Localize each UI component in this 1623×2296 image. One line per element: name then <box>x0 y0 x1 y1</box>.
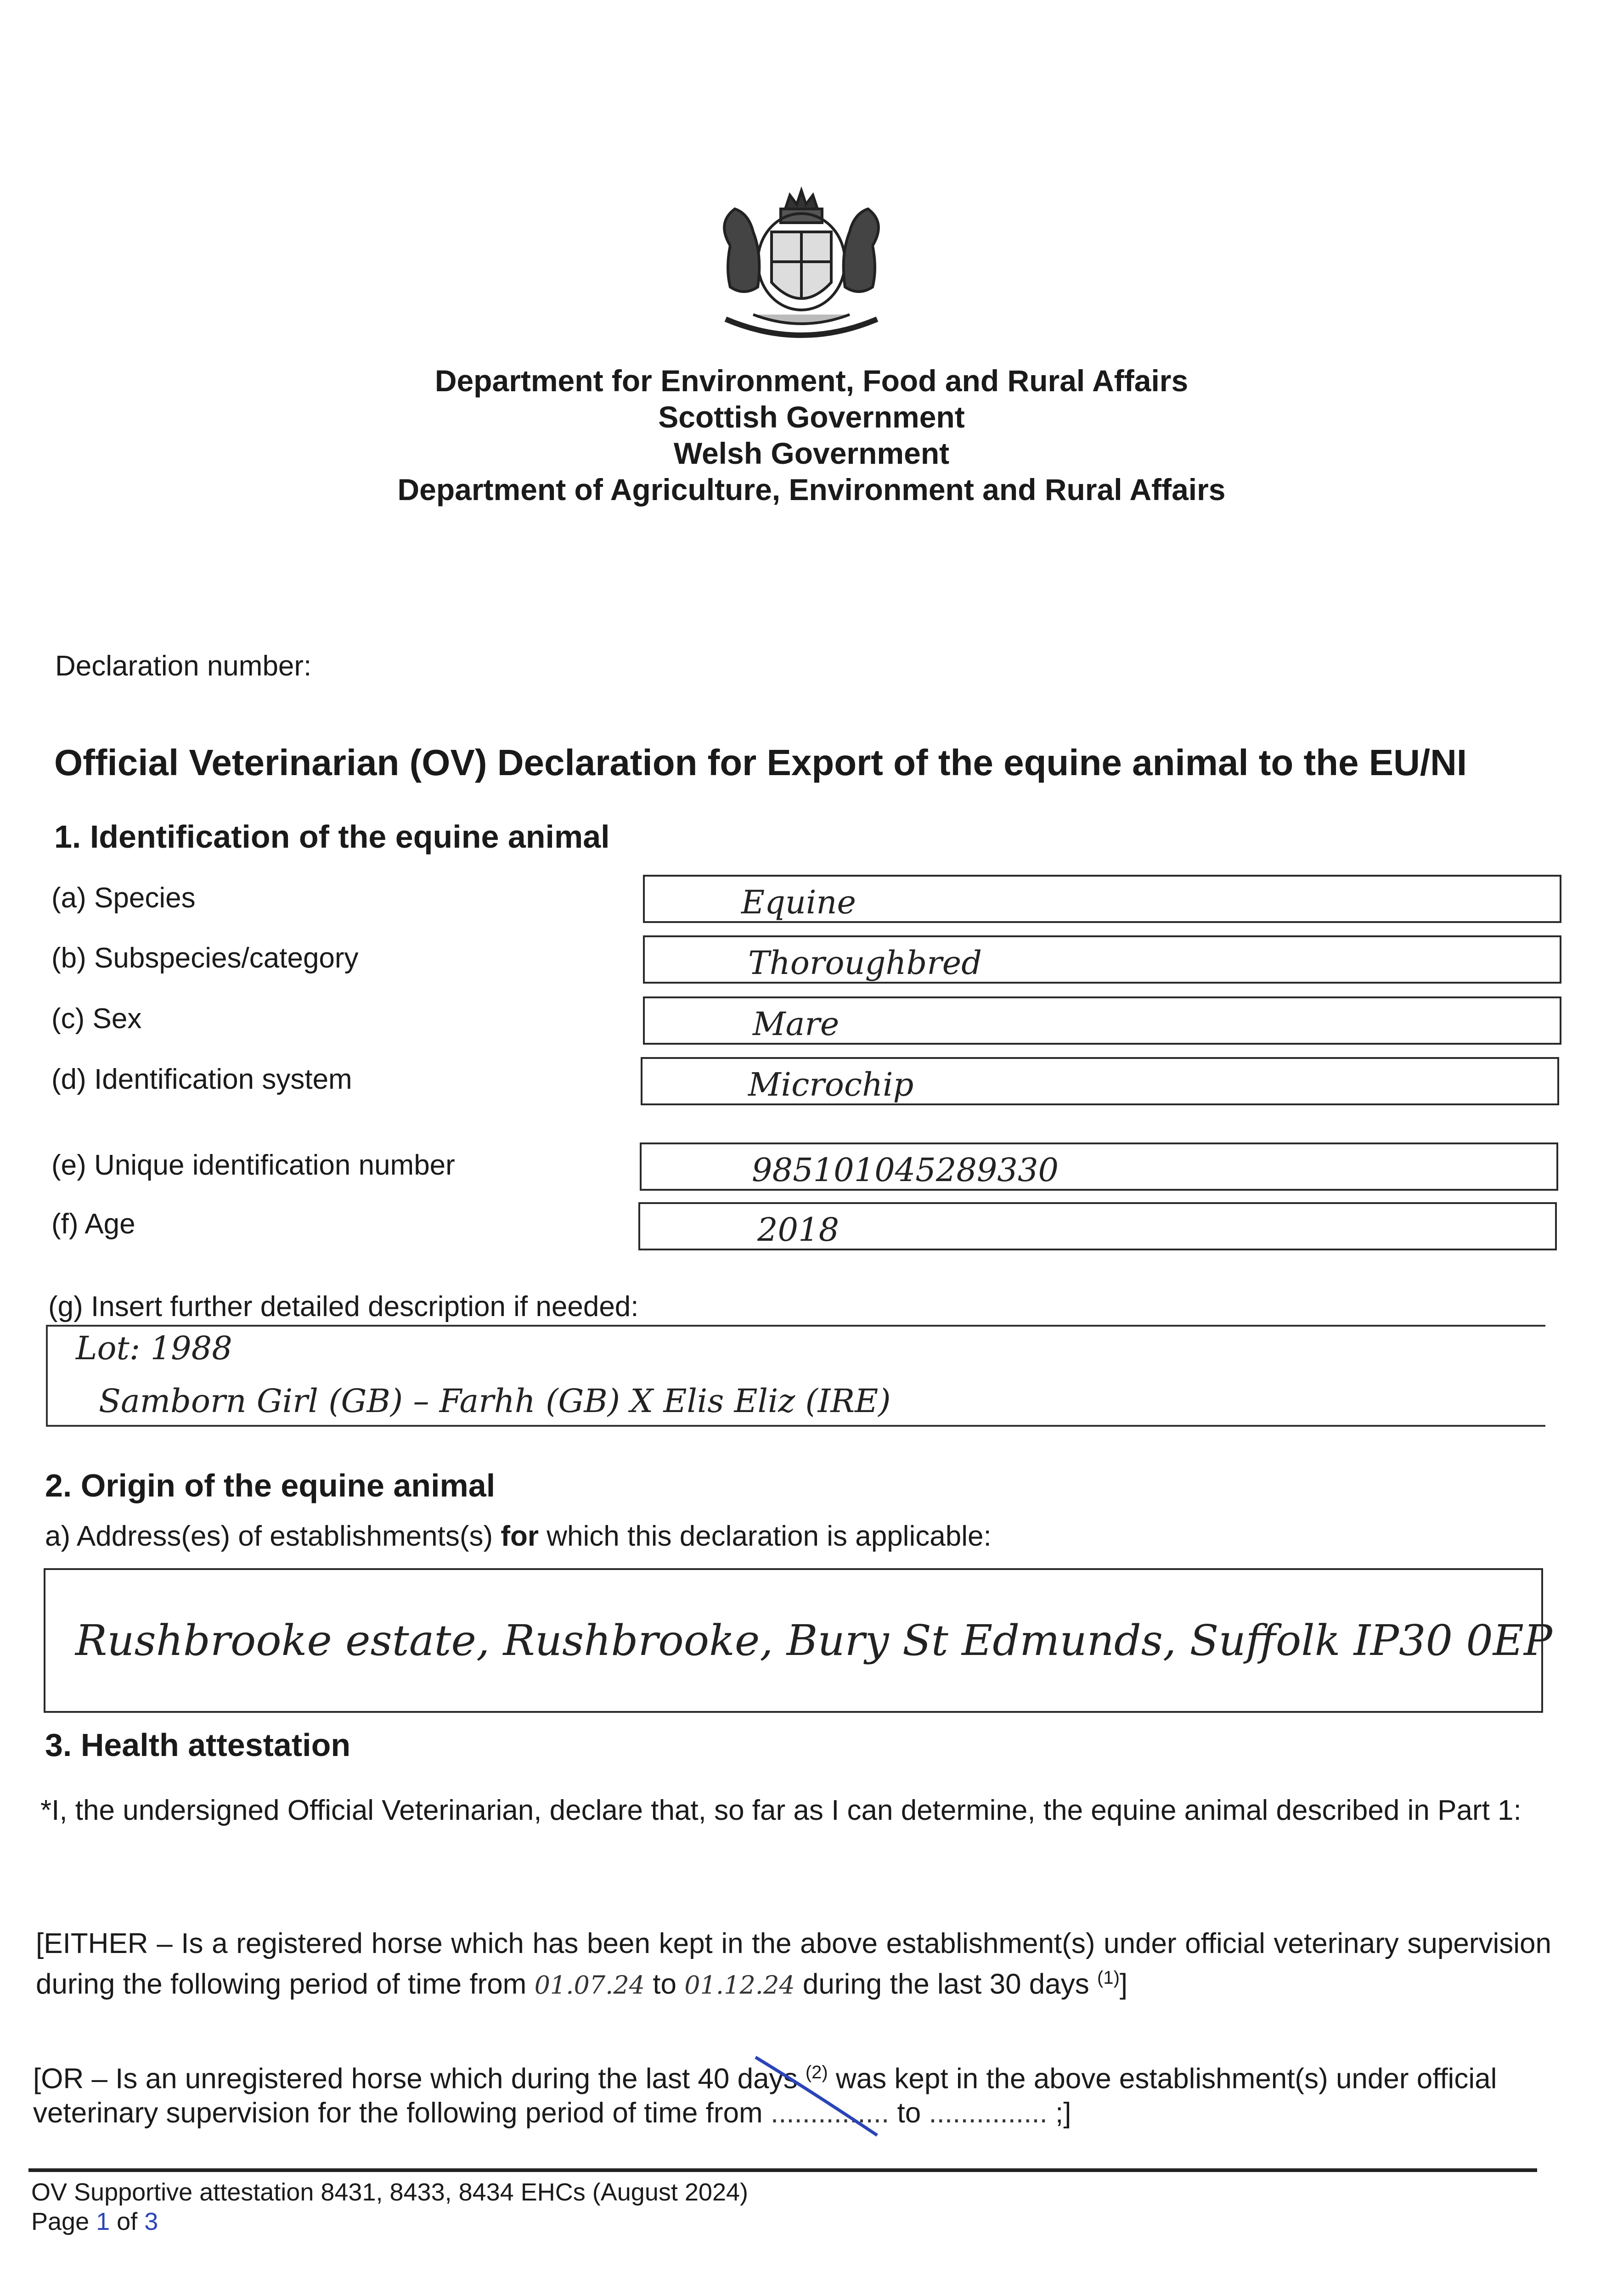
further-description-top-rule <box>46 1325 1545 1327</box>
identification-system-field[interactable] <box>641 1057 1559 1105</box>
either-suffix: during the last 30 days <box>802 1968 1089 2000</box>
department-name: Department for Environment, Food and Rural Affairs <box>434 364 1189 398</box>
section-2-heading: 2. Origin of the equine animal <box>45 1468 496 1503</box>
page-total: 3 <box>144 2208 158 2235</box>
page-prefix: Page <box>31 2208 96 2235</box>
species-field[interactable] <box>643 875 1561 923</box>
declaration-number-label: Declaration number: <box>55 650 312 682</box>
unique-id-field[interactable] <box>640 1142 1558 1191</box>
sex-field[interactable] <box>643 996 1561 1045</box>
establishment-address-label-suffix: which this declaration is applicable: <box>539 1520 992 1552</box>
page-current: 1 <box>96 2208 110 2235</box>
unique-id-value: 985101045289330 <box>752 1151 1059 1189</box>
either-to-date: 01.12.24 <box>684 1970 795 2000</box>
subspecies-label: (b) Subspecies/category <box>51 942 359 974</box>
subspecies-field[interactable] <box>643 935 1561 984</box>
or-clause-text-2: was kept in the above establishment(s) under official veterinary supervision for the following period of time from <box>33 2063 1497 2129</box>
or-clause-text: [OR – Is an unregistered horse which during the last 40 days <box>33 2063 798 2095</box>
page-number <box>31 2207 748 2236</box>
identification-system-value: Microchip <box>748 1066 914 1103</box>
royal-coat-of-arms-icon <box>698 181 905 356</box>
unique-id-label: (e) Unique identification number <box>51 1149 455 1181</box>
either-close: ] <box>1119 1968 1128 2000</box>
footer <box>31 2178 748 2236</box>
either-from-date: 01.07.24 <box>534 1970 645 2000</box>
establishment-address-label-prefix: a) Address(es) of establishments(s) <box>45 1520 501 1552</box>
either-to-label: to <box>653 1968 676 2000</box>
further-description-bottom-rule <box>46 1425 1545 1427</box>
or-from-blank: ............... <box>770 2097 890 2129</box>
department-names <box>321 363 1302 508</box>
department-name: Scottish Government <box>658 400 965 434</box>
strike-through-mark <box>753 2053 882 2140</box>
age-field[interactable] <box>638 1202 1557 1250</box>
or-to-label: to <box>897 2097 921 2129</box>
further-description-label: (g) Insert further detailed description if needed: <box>48 1291 639 1322</box>
species-label: (a) Species <box>51 882 196 914</box>
further-description-line1: Lot: 1988 <box>76 1329 232 1367</box>
document-title: Official Veterinarian (OV) Declaration for Export of the equine animal to the EU/NI <box>54 742 1467 783</box>
establishment-address-label-bold: for <box>501 1520 539 1552</box>
further-description-left-rule <box>46 1325 48 1427</box>
age-value: 2018 <box>757 1211 840 1249</box>
page-of: of <box>110 2208 145 2235</box>
establishment-address-field[interactable] <box>44 1568 1552 1713</box>
department-name: Department of Agriculture, Environment and Rural Affairs <box>397 473 1226 506</box>
either-footnote-ref: (1) <box>1097 1968 1120 1988</box>
footer-attestation-ref: OV Supportive attestation 8431, 8433, 8434 EHCs (August 2024) <box>31 2178 748 2206</box>
either-clause <box>36 1927 1551 2003</box>
identification-system-label: (d) Identification system <box>51 1064 352 1095</box>
age-label: (f) Age <box>51 1208 135 1240</box>
establishment-address-value: Rushbrooke estate, Rushbrooke, Bury St Edmunds, Suffolk IP30 0EP <box>75 1616 1552 1665</box>
species-value: Equine <box>741 884 856 921</box>
establishment-address-label <box>45 1520 992 1553</box>
section-1-heading: 1. Identification of the equine animal <box>54 819 610 855</box>
section-3-heading: 3. Health attestation <box>45 1727 351 1763</box>
health-attestation-intro: *I, the undersigned Official Veterinarian, declare that, so far as I can determine, the equine animal described in Part 1: <box>40 1795 1522 1826</box>
footer-rule <box>28 2168 1537 2172</box>
subspecies-value: Thoroughbred <box>748 944 982 982</box>
further-description-line2: Samborn Girl (GB) – Farhh (GB) X Elis Eliz (IRE) <box>99 1382 891 1420</box>
sex-value: Mare <box>753 1005 840 1043</box>
either-clause-text: [EITHER – Is a registered horse which has been kept in the above establishment(s) under official veterinary supervision during the following period of time from <box>36 1928 1551 2000</box>
department-name: Welsh Government <box>673 436 950 470</box>
or-to-blank: ............... <box>929 2097 1048 2129</box>
sex-label: (c) Sex <box>51 1003 142 1035</box>
or-close: ;] <box>1055 2097 1071 2129</box>
or-footnote-ref: (2) <box>805 2062 828 2082</box>
